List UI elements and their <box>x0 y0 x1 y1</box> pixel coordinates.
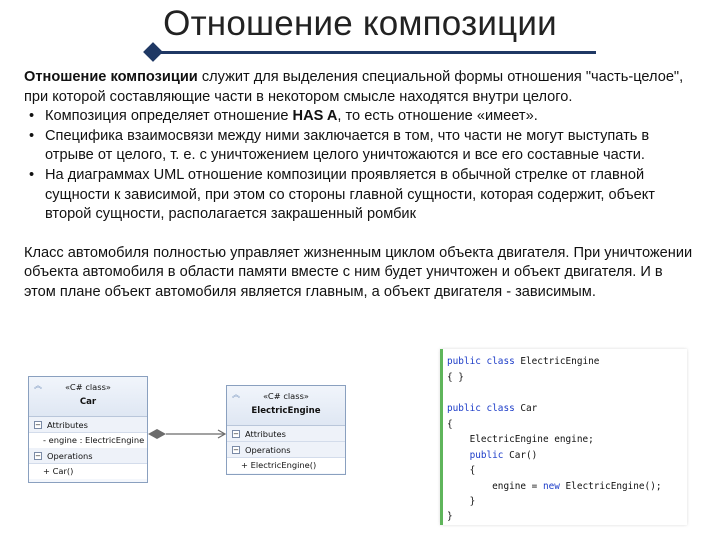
uml-operations-section[interactable] <box>29 448 147 464</box>
section-label: Operations <box>47 451 93 461</box>
bullet-item <box>24 127 696 166</box>
code-line <box>447 402 537 416</box>
title-diamond-marker <box>143 42 163 62</box>
identifier: Car() <box>503 450 538 461</box>
code-line: ElectricEngine engine; <box>447 434 594 445</box>
composition-connector <box>148 424 228 444</box>
code-text: ElectricEngine(); <box>559 481 662 492</box>
identifier: ElectricEngine <box>514 356 600 367</box>
uml-class-header <box>29 377 147 417</box>
uml-attributes-section[interactable] <box>29 417 147 433</box>
code-line <box>447 449 537 463</box>
bullet-text: Специфика взаимосвязи между ними заключается в том, что части не могут выступать в отрыве от целого, т. е. с уничтожением целого уничтожаются и все его составные части. <box>45 127 650 164</box>
uml-stereotype: «C# class» <box>65 382 111 392</box>
collapse-toggle-icon[interactable]: − <box>233 446 239 454</box>
intro-text: служит для выделения специальной формы отношения "часть-целое", при которой составляющие части в некотором смысле находятся внутри целого. <box>24 69 684 105</box>
composition-diamond-icon <box>148 429 166 439</box>
bullet-item <box>24 107 696 127</box>
keyword: public class <box>447 356 515 367</box>
section-label: Attributes <box>47 420 88 430</box>
uml-class-electric-engine <box>226 385 346 475</box>
collapse-toggle-icon[interactable]: − <box>35 452 41 460</box>
code-panel <box>440 349 687 525</box>
uml-class-car <box>28 376 148 483</box>
title-underline <box>148 51 596 54</box>
bullet-text: Композиция определяет отношение <box>45 108 293 125</box>
uml-class-name: ElectricEngine <box>251 406 321 416</box>
bullet-list <box>24 107 696 225</box>
keyword: new <box>542 481 560 492</box>
bullet-text: На диаграммах UML отношение композиции проявляется в обычной стрелке от главной сущности к зависимой, при этом со стороны главной сущности, которая содержит, объект второй сущности, располагается закрашенный ромбик <box>45 166 655 223</box>
collapse-toggle-icon[interactable]: − <box>35 421 41 429</box>
uml-stereotype: «C# class» <box>263 391 309 401</box>
slide-body <box>24 68 696 303</box>
code-line <box>447 480 662 494</box>
uml-class-name: Car <box>79 397 97 407</box>
code-line <box>447 355 599 369</box>
section-label: Operations <box>245 445 291 455</box>
uml-attribute: - engine : ElectricEngine <box>29 433 147 448</box>
uml-attributes-section[interactable] <box>227 426 345 442</box>
uml-operation: + ElectricEngine() <box>227 458 345 473</box>
bullet-bold-term: HAS A <box>292 108 338 125</box>
code-line: { } <box>447 372 464 383</box>
collapse-toggle-icon[interactable]: − <box>233 430 239 438</box>
keyword: public class <box>447 403 515 414</box>
code-line: } <box>447 496 476 507</box>
bullet-item <box>24 166 696 225</box>
lifecycle-paragraph: Класс автомобиля полностью управляет жизненным циклом объекта двигателя. При уничтожении объекта автомобиля в области памяти вместе с ним будет уничтожен и объект двигателя. И в этом плане объект автомобиля является главным, а объект двигателя - зависимым. <box>24 244 693 300</box>
identifier: Car <box>514 403 538 414</box>
code-text: engine = <box>447 481 543 492</box>
uml-class-header <box>227 386 345 426</box>
uml-operation: + Car() <box>29 464 147 479</box>
intro-paragraph <box>24 68 696 107</box>
intro-term: Отношение композиции <box>24 69 198 85</box>
bullet-text-tail: , то есть отношение «имеет». <box>337 108 538 125</box>
slide-title: Отношение композиции <box>163 4 557 43</box>
section-label: Attributes <box>245 429 286 439</box>
code-line: { <box>447 465 476 476</box>
keyword: public <box>447 450 504 461</box>
uml-operations-section[interactable] <box>227 442 345 458</box>
code-line: } <box>447 511 453 522</box>
collapse-chevron-icon[interactable]: ︽ <box>34 381 42 390</box>
collapse-chevron-icon[interactable]: ︽ <box>232 390 240 399</box>
code-line: { <box>447 419 453 430</box>
